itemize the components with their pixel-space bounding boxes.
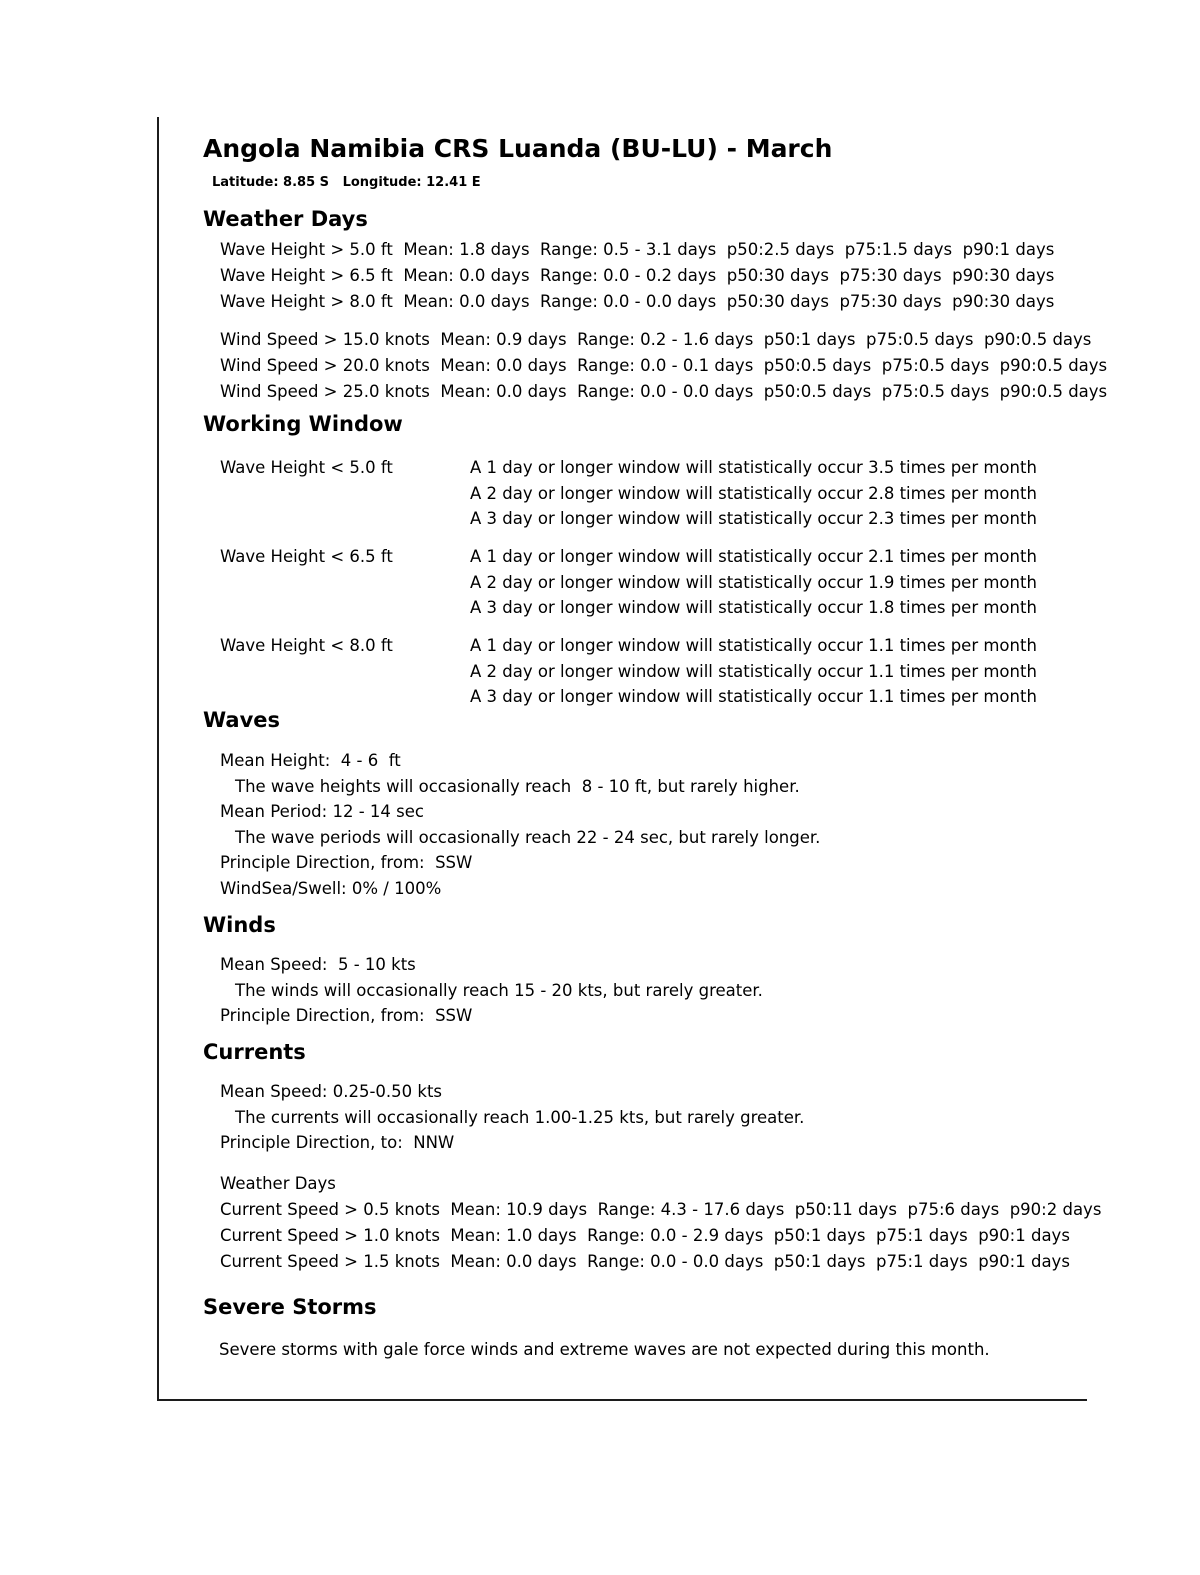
current-speed-row: Current Speed > 1.5 knots Mean: 0.0 days Range: 0.0 - 0.0 days p50:1 days p75:1 days p90:1 days bbox=[220, 1252, 1070, 1271]
currents-principle-direction: Principle Direction, to: NNW bbox=[220, 1133, 455, 1152]
winds-principle-direction: Principle Direction, from: SSW bbox=[220, 1006, 473, 1025]
working-window-line: A 3 day or longer window will statistically occur 1.8 times per month bbox=[470, 598, 1037, 617]
weather-days-wind-rows bbox=[220, 327, 1107, 405]
section-heading-weather-days: Weather Days bbox=[203, 207, 368, 231]
working-window-line: A 2 day or longer window will statistically occur 2.8 times per month bbox=[470, 483, 1037, 503]
wave-height-row: Wave Height > 8.0 ft Mean: 0.0 days Range: 0.0 - 0.0 days p50:30 days p75:30 days p90:30 days bbox=[220, 292, 1055, 311]
waves-details bbox=[220, 748, 820, 902]
currents-speed-note: The currents will occasionally reach 1.00-1.25 kts, but rarely greater. bbox=[235, 1107, 805, 1127]
working-window-group bbox=[220, 455, 1037, 532]
working-window-line: A 3 day or longer window will statistically occur 1.1 times per month bbox=[470, 687, 1037, 706]
page-border-left bbox=[157, 117, 159, 1400]
current-speed-row: Current Speed > 0.5 knots Mean: 10.9 days Range: 4.3 - 17.6 days p50:11 days p75:6 days p90:2 days bbox=[220, 1200, 1102, 1219]
wave-height-row: Wave Height > 6.5 ft Mean: 0.0 days Range: 0.0 - 0.2 days p50:30 days p75:30 days p90:30 days bbox=[220, 266, 1055, 285]
waves-mean-height: Mean Height: 4 - 6 ft bbox=[220, 751, 401, 770]
currents-details bbox=[220, 1079, 804, 1156]
section-heading-working-window: Working Window bbox=[203, 412, 403, 436]
page-border-bottom bbox=[157, 1399, 1087, 1401]
working-window-label: Wave Height < 8.0 ft bbox=[220, 636, 393, 655]
waves-height-note: The wave heights will occasionally reach 8 - 10 ft, but rarely higher. bbox=[235, 776, 800, 796]
working-window-lines bbox=[470, 455, 1037, 532]
working-window-lines bbox=[470, 633, 1037, 710]
winds-details bbox=[220, 952, 763, 1029]
waves-mean-period: Mean Period: 12 - 14 sec bbox=[220, 802, 424, 822]
severe-storms-text: Severe storms with gale force winds and extreme waves are not expected during this month. bbox=[219, 1340, 990, 1359]
winds-speed-note: The winds will occasionally reach 15 - 20 kts, but rarely greater. bbox=[235, 980, 763, 1000]
working-window-line: A 1 day or longer window will statistically occur 3.5 times per month bbox=[470, 458, 1037, 477]
coordinates-line: Latitude: 8.85 S Longitude: 12.41 E bbox=[212, 175, 481, 190]
working-window-line: A 2 day or longer window will statistically occur 1.1 times per month bbox=[470, 661, 1037, 681]
wind-speed-row: Wind Speed > 20.0 knots Mean: 0.0 days Range: 0.0 - 0.1 days p50:0.5 days p75:0.5 days p90:0.5 days bbox=[220, 356, 1108, 375]
weather-days-wave-rows bbox=[220, 237, 1054, 315]
waves-windsea-swell: WindSea/Swell: 0% / 100% bbox=[220, 878, 442, 898]
working-window-line: A 1 day or longer window will statistically occur 2.1 times per month bbox=[470, 547, 1037, 566]
section-heading-waves: Waves bbox=[203, 708, 281, 732]
winds-mean-speed: Mean Speed: 5 - 10 kts bbox=[220, 955, 416, 974]
waves-principle-direction: Principle Direction, from: SSW bbox=[220, 853, 473, 873]
page-title: Angola Namibia CRS Luanda (BU-LU) - March bbox=[203, 134, 833, 163]
current-speed-row: Current Speed > 1.0 knots Mean: 1.0 days Range: 0.0 - 2.9 days p50:1 days p75:1 days p90:1 days bbox=[220, 1226, 1070, 1245]
current-speed-rows bbox=[220, 1197, 1101, 1275]
waves-period-note: The wave periods will occasionally reach 22 - 24 sec, but rarely longer. bbox=[235, 827, 821, 847]
working-window-lines bbox=[470, 544, 1037, 621]
working-window-line: A 2 day or longer window will statistically occur 1.9 times per month bbox=[470, 572, 1037, 592]
working-window-label: Wave Height < 6.5 ft bbox=[220, 547, 393, 566]
wind-speed-row: Wind Speed > 15.0 knots Mean: 0.9 days Range: 0.2 - 1.6 days p50:1 days p75:0.5 days p90:0.5 days bbox=[220, 330, 1092, 349]
section-heading-winds: Winds bbox=[203, 913, 276, 937]
working-window-line: A 1 day or longer window will statistically occur 1.1 times per month bbox=[470, 636, 1037, 655]
working-window-label: Wave Height < 5.0 ft bbox=[220, 458, 393, 477]
section-heading-severe-storms: Severe Storms bbox=[203, 1295, 377, 1319]
wave-height-row: Wave Height > 5.0 ft Mean: 1.8 days Range: 0.5 - 3.1 days p50:2.5 days p75:1.5 days p90:1 days bbox=[220, 240, 1055, 259]
currents-mean-speed: Mean Speed: 0.25-0.50 kts bbox=[220, 1082, 443, 1101]
working-window-group bbox=[220, 544, 1037, 621]
currents-weather-days-label: Weather Days bbox=[220, 1174, 336, 1193]
working-window-line: A 3 day or longer window will statistically occur 2.3 times per month bbox=[470, 509, 1037, 528]
working-window-group bbox=[220, 633, 1037, 710]
section-heading-currents: Currents bbox=[203, 1040, 306, 1064]
wind-speed-row: Wind Speed > 25.0 knots Mean: 0.0 days Range: 0.0 - 0.0 days p50:0.5 days p75:0.5 days p90:0.5 days bbox=[220, 382, 1108, 401]
